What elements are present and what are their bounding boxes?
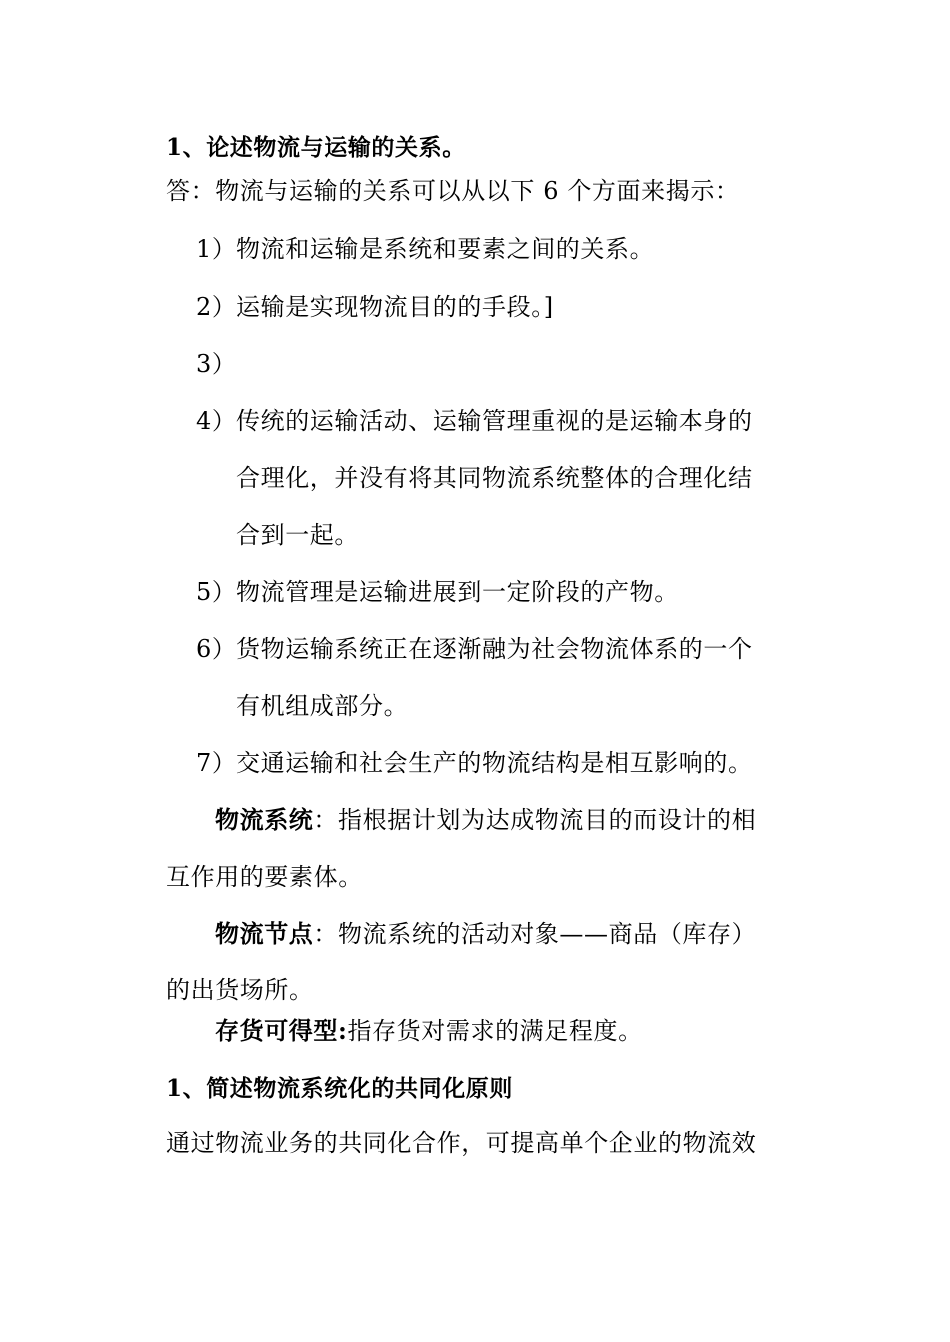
definition-2-term: 物流节点 — [215, 919, 314, 948]
definition-3-separator: : — [338, 1016, 348, 1045]
list-item-4-number: 4） — [196, 407, 237, 435]
section1-title: 1、论述物流与运输的关系。 — [166, 134, 466, 161]
definition-3-line-1 — [215, 1016, 643, 1046]
list-item-2-text: 运输是实现物流目的的手段。] — [236, 293, 554, 321]
definition-3-text: 指存货对需求的满足程度。 — [347, 1017, 643, 1045]
section2-body: 通过物流业务的共同化合作，可提高单个企业的物流效 — [166, 1129, 757, 1157]
list-item-7-number: 7） — [196, 749, 237, 777]
list-item-5-text: 物流管理是运输进展到一定阶段的产物。 — [236, 578, 679, 606]
definition-2-line-2: 的出货场所。 — [166, 976, 314, 1004]
section2-title: 1、简述物流系统化的共同化原则 — [166, 1075, 514, 1102]
list-item-2-number: 2） — [196, 293, 237, 321]
definition-1-text: 指根据计划为达成物流目的而设计的相 — [338, 806, 757, 834]
list-item-1-number: 1） — [196, 235, 237, 263]
list-item-6-text-line-2: 有机组成部分。 — [236, 692, 409, 720]
definition-2-line-1 — [215, 919, 756, 949]
definition-2-separator: ： — [313, 920, 339, 948]
definition-2-text: 物流系统的活动对象——商品（库存） — [338, 920, 757, 948]
list-item-6-number: 6） — [196, 635, 237, 663]
definition-1-term: 物流系统 — [215, 805, 314, 834]
definition-1-separator: ： — [313, 806, 339, 834]
list-item-3-number: 3） — [196, 350, 237, 378]
list-item-4-text-line-1: 传统的运输活动、运输管理重视的是运输本身的 — [236, 407, 753, 435]
list-item-6-text-line-1: 货物运输系统正在逐渐融为社会物流体系的一个 — [236, 635, 753, 663]
section1-answer-intro: 答：物流与运输的关系可以从以下 6 个方面来揭示： — [166, 177, 740, 205]
list-item-7-text: 交通运输和社会生产的物流结构是相互影响的。 — [236, 749, 753, 777]
list-item-4-text-line-3: 合到一起。 — [236, 521, 359, 549]
definition-1-line-2: 互作用的要素体。 — [166, 863, 363, 891]
definition-1-line-1 — [215, 805, 756, 835]
list-item-5-number: 5） — [196, 578, 237, 606]
list-item-4-text-line-2: 合理化，并没有将其同物流系统整体的合理化结 — [236, 464, 753, 492]
list-item-1-text: 物流和运输是系统和要素之间的关系。 — [236, 235, 655, 263]
definition-3-term: 存货可得型 — [215, 1016, 338, 1045]
